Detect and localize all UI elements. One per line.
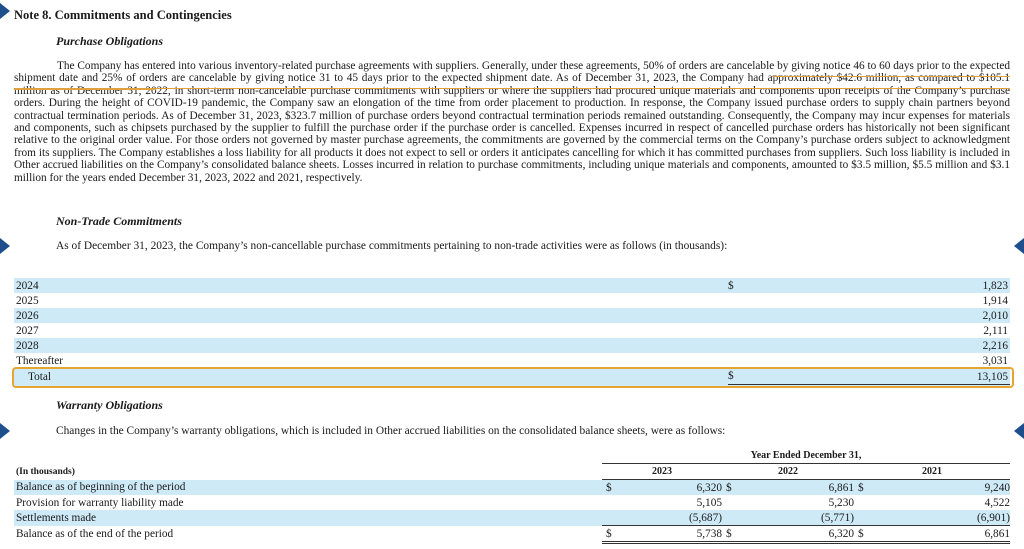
table-row [14, 338, 1010, 353]
currency-symbol: $ [728, 278, 748, 293]
cell-value: (5,771) [740, 510, 854, 526]
cell-value: 6,861 [740, 480, 854, 496]
table-row [14, 526, 1010, 543]
table-header-row [14, 464, 1010, 480]
currency-symbol: $ [854, 480, 872, 496]
table-row [14, 323, 1010, 338]
warranty-intro: Changes in the Company’s warranty obligations, which is included in Other accrued liabilities on the consolidated balance sheets, were as follows: [56, 425, 726, 437]
highlight-overline [14, 89, 156, 90]
cell-value: 6,320 [620, 480, 722, 496]
cell-value: 9,240 [872, 480, 1010, 496]
table-row [14, 495, 1010, 510]
period-header: Year Ended December 31, [602, 448, 1010, 464]
prev-arrow-icon[interactable] [0, 3, 10, 19]
note-title: Note 8. Commitments and Contingencies [14, 8, 232, 22]
highlight-underline [14, 88, 1010, 89]
cell-value: 4,522 [984, 496, 1010, 509]
row-label: Thereafter [16, 354, 64, 367]
warranty-table [14, 448, 1010, 544]
non-trade-intro: As of December 31, 2023, the Company’s non-cancellable purchase commitments pertaining to non-trade activities were as follows (in thousands): [56, 240, 728, 252]
currency-symbol: $ [854, 526, 872, 543]
row-label: 2028 [14, 338, 728, 353]
currency-symbol: $ [602, 526, 620, 543]
row-value: 1,823 [748, 278, 1010, 293]
currency-symbol: $ [602, 480, 620, 496]
warranty-heading: Warranty Obligations [56, 398, 163, 412]
cell-value: (6,901) [872, 510, 1010, 526]
cell-value: 6,861 [872, 526, 1010, 543]
highlight-underline [772, 76, 1010, 77]
table-row [14, 293, 1010, 308]
row-label: Balance as of the end of the period [16, 528, 174, 540]
cell-value: 6,320 [740, 526, 854, 543]
row-label: Balance as of beginning of the period [14, 480, 590, 496]
total-label: Total [14, 369, 728, 386]
row-value: 3,031 [748, 353, 1010, 369]
row-label: 2024 [14, 278, 728, 293]
table-row [14, 480, 1010, 496]
row-value: 1,914 [982, 294, 1008, 307]
currency-symbol: $ [722, 526, 740, 543]
non-trade-heading: Non-Trade Commitments [56, 214, 182, 228]
prev-arrow-icon[interactable] [0, 238, 10, 254]
purchase-obligations-heading: Purchase Obligations [56, 34, 164, 48]
prev-arrow-icon[interactable] [0, 423, 10, 439]
cell-value: 5,105 [696, 496, 722, 509]
year-header: 2023 [602, 464, 722, 480]
row-value: 2,111 [983, 324, 1008, 337]
unit-label: (In thousands) [16, 466, 75, 477]
cell-value: (5,687) [620, 510, 722, 526]
year-header: 2022 [722, 464, 854, 480]
cell-value: 5,738 [620, 526, 722, 543]
next-arrow-icon[interactable] [1014, 423, 1024, 439]
row-label: 2027 [16, 324, 39, 337]
total-highlight-box [12, 367, 1014, 388]
row-value: 2,010 [748, 308, 1010, 323]
table-row [14, 278, 1010, 293]
row-value: 2,216 [748, 338, 1010, 353]
cell-value: 5,230 [828, 496, 854, 509]
table-row [14, 308, 1010, 323]
table-row [14, 510, 1010, 526]
table-header-row [14, 448, 1010, 464]
year-header: 2021 [854, 464, 1010, 480]
row-label: 2026 [14, 308, 728, 323]
next-arrow-icon[interactable] [1014, 238, 1024, 254]
row-label: Provision for warranty liability made [16, 496, 184, 509]
row-label: 2025 [16, 294, 39, 307]
total-value: 13,105 [748, 369, 1010, 386]
row-label: Settlements made [14, 510, 590, 526]
currency-symbol: $ [722, 480, 740, 496]
currency-symbol: $ [728, 369, 748, 386]
purchase-obligations-paragraph: The Company has entered into various inventory-related purchase agreements with suppliers. Generally, under these agreements, 50% of orders are cancelable by giving notice 46 to 60 days prior to the expected shipment date and 25% of orders are cancelable by giving notice 31 to 45 days prior to the expected shipment date. As of December 31, 2023, the Company had approximately $42.6 million, as compared to $105.1 million as of December 31, 2022, in short-term non-cancelable purchase commitments with suppliers or where the suppliers had procured unique materials and components upon receipts of the Company’s purchase orders. During the height of COVID-19 pandemic, the Company saw an elongation of the time from order placement to production. In response, the Company issued purchase orders to supply chain partners beyond contractual termination periods. As of December 31, 2023, $323.7 million of purchase orders beyond contractual termination periods remained outstanding. Consequently, the Company may incur expenses for materials and components, such as chipsets purchased by the supplier to fulfill the purchase order if the purchase order is cancelled. Expenses incurred in respect of cancelled purchase orders has historically not been significant relative to the original order value. For those orders not governed by master purchase agreements, the commitments are governed by the commercial terms on the Company’s purchase orders subject to acknowledgment from its suppliers. The Company establishes a loss liability for all products it does not expect to sell or orders it anticipates cancelling for which it has committed purchases from suppliers. Such loss liability is included in Other accrued liabilities on the Company’s consolidated balance sheets. Losses incurred in relation to purchase commitments, including unique materials and components, amounted to $3.5 million, $5.5 million and $3.1 million for the years ended December 31, 2023, 2022 and 2021, respectively. [14, 60, 1010, 184]
